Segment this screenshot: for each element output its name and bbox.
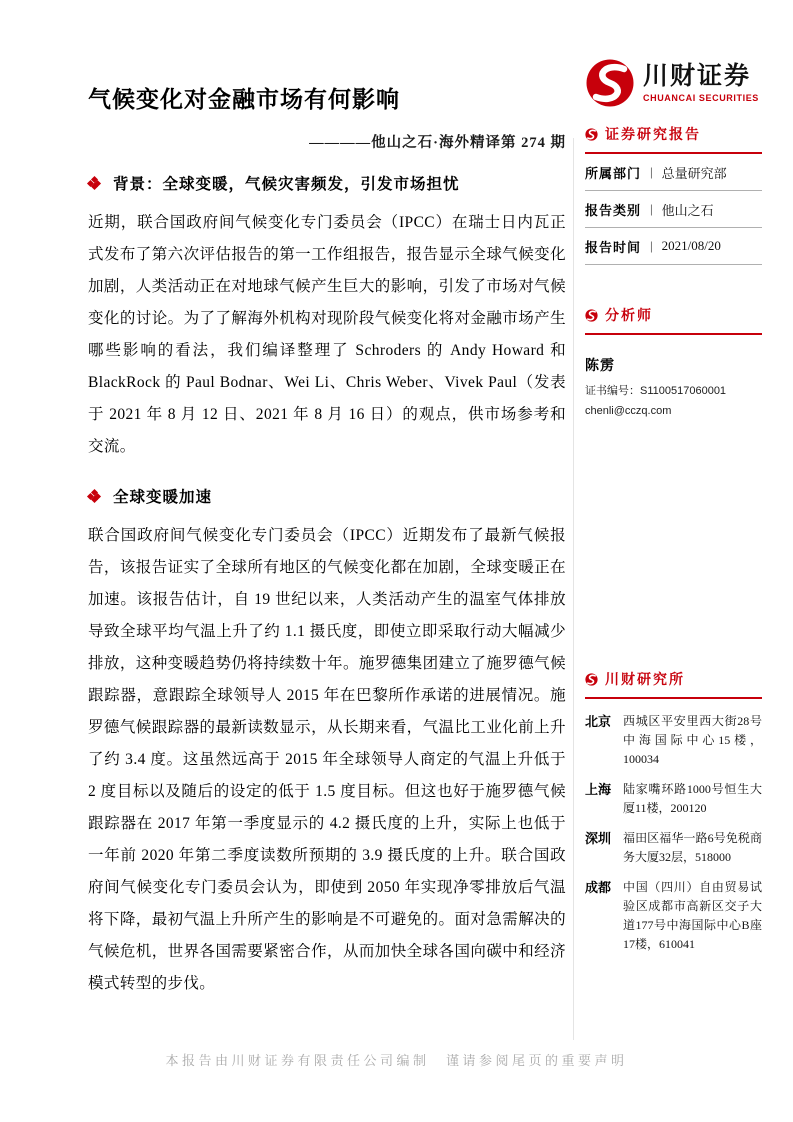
analyst-name: 陈雳 — [585, 357, 615, 373]
office-list — [585, 712, 762, 954]
analyst-cert-number: 证书编号：S1100517060001 — [585, 385, 727, 397]
section-heading-text: 全球变暖加速 — [113, 489, 213, 506]
page-title: 气候变化对金融市场有何影响 — [88, 86, 400, 113]
chuancai-mini-logo-icon — [585, 673, 598, 686]
office-city: 北京 — [585, 714, 612, 729]
office-item-shenzhen — [585, 829, 762, 867]
meta-value: 他山之石 — [661, 202, 714, 218]
diamond-bullet-icon — [88, 490, 100, 502]
office-address: 福田区福华一路6号免税商务大厦32层，518000 — [623, 831, 762, 864]
chuancai-mini-logo-icon — [585, 128, 598, 141]
research-section-title: 川财研究所 — [605, 671, 685, 687]
meta-row-date — [585, 228, 762, 265]
meta-label: 报告时间 — [585, 239, 642, 255]
office-item-shanghai — [585, 780, 762, 818]
office-city: 成都 — [585, 880, 612, 895]
meta-row-department — [585, 154, 762, 191]
analyst-email: chenli@cczq.com — [585, 405, 672, 417]
analyst-section-title: 分析师 — [605, 307, 653, 323]
main-content — [88, 172, 566, 1022]
column-divider — [573, 138, 574, 1040]
meta-separator: | — [650, 164, 653, 179]
office-address: 陆家嘴环路1000号恒生大厦11楼，200120 — [623, 782, 762, 815]
analyst-section — [585, 305, 762, 417]
research-office-section — [585, 669, 762, 954]
report-type-label: 证券研究报告 — [605, 126, 701, 142]
office-item-beijing — [585, 712, 762, 769]
meta-label: 报告类别 — [585, 202, 642, 218]
office-city: 上海 — [585, 782, 612, 797]
brand-name-en: CHUANCAI SECURITIES — [643, 93, 759, 104]
office-item-chengdu — [585, 878, 762, 954]
meta-label: 所属部门 — [585, 165, 642, 181]
section-body: 联合国政府间气候变化专门委员会（IPCC）近期发布了最新气候报告，该报告证实了全球所有地区的气候变化都在加剧，全球变暖正在加速。该报告估计，自 19 世纪以来，人类活动产生的温室气体排放导致全球平均气温上升了约 1.1 摄氏度，即使立即采取行动大幅减少排放，这种变暖趋势仍将持续数十年。施罗德集团建立了施罗德气候跟踪器，意跟踪全球领导人 2015 年在巴黎所作承诺的进展情况。施罗德气候跟踪器的最新读数显示，从长期来看，气温比工业化前上升了约 3.4 度。这虽然远高于 2015 年全球领导人商定的气温上升低于 2 度目标以及随后的设定的低于 1.5 度目标。但这也好于施罗德气候跟踪器在 2017 年第一季度显示的 4.2 摄氏度的上升，实际上也低于一年前 2020 年第二季度读数所预期的 3.9 摄氏度的上升。联合国政府间气候变化专门委员会认为，即使到 2050 年实现净零排放后气温将下降，最初气温上升所产生的影响是不可避免的。面对急需解决的气候危机，世界各国需要紧密合作，从而加快全球各国向碳中和经济模式转型的步伐。 — [88, 527, 566, 992]
meta-row-category — [585, 191, 762, 228]
series-line: ————他山之石·海外精译第 274 期 — [309, 135, 566, 151]
meta-separator: | — [650, 201, 653, 216]
section-body: 近期，联合国政府间气候变化专门委员会（IPCC）在瑞士日内瓦正式发布了第六次评估报告的第一工作组报告，报告显示全球气候变化加剧，人类活动正在对地球气候产生巨大的影响，引发了市场对气候变化的讨论。为了了解海外机构对现阶段气候变化将对金融市场产生哪些影响的看法，我们编译整理了 Schroders 的 Andy Howard 和 BlackRock 的 Paul Bodnar、Wei Li、Chris Weber、Vivek Paul（发表于 2021 年 8 月 12 日、2021 年 8 月 16 日）的观点，供市场参考和交流。 — [88, 214, 566, 455]
meta-value: 2021/08/20 — [661, 238, 721, 253]
research-header — [585, 669, 762, 699]
meta-separator: | — [650, 238, 653, 253]
diamond-bullet-icon — [88, 177, 100, 189]
brand-name-cn: 川财证券 — [643, 61, 752, 90]
sidebar — [585, 58, 762, 965]
section-heading-text: 背景：全球变暖，气候灾害频发，引发市场担忧 — [113, 176, 460, 193]
section-heading — [88, 172, 566, 194]
brand-text — [643, 63, 759, 104]
footer-disclaimer: 本报告由川财证券有限责任公司编制 谨请参阅尾页的重要声明 — [165, 1053, 628, 1068]
section-heading — [88, 485, 566, 507]
office-city: 深圳 — [585, 831, 612, 846]
report-type-header — [585, 124, 762, 154]
chuancai-mini-logo-icon — [585, 309, 598, 322]
office-address: 中国（四川）自由贸易试验区成都市高新区交子大道177号中海国际中心B座17楼，610041 — [623, 880, 762, 951]
meta-value: 总量研究部 — [661, 165, 727, 181]
office-address: 西城区平安里西大街28号中海国际中心15楼，100034 — [623, 714, 762, 766]
chuancai-logo-icon — [585, 58, 635, 108]
analyst-header — [585, 305, 762, 335]
brand-block — [585, 58, 762, 108]
